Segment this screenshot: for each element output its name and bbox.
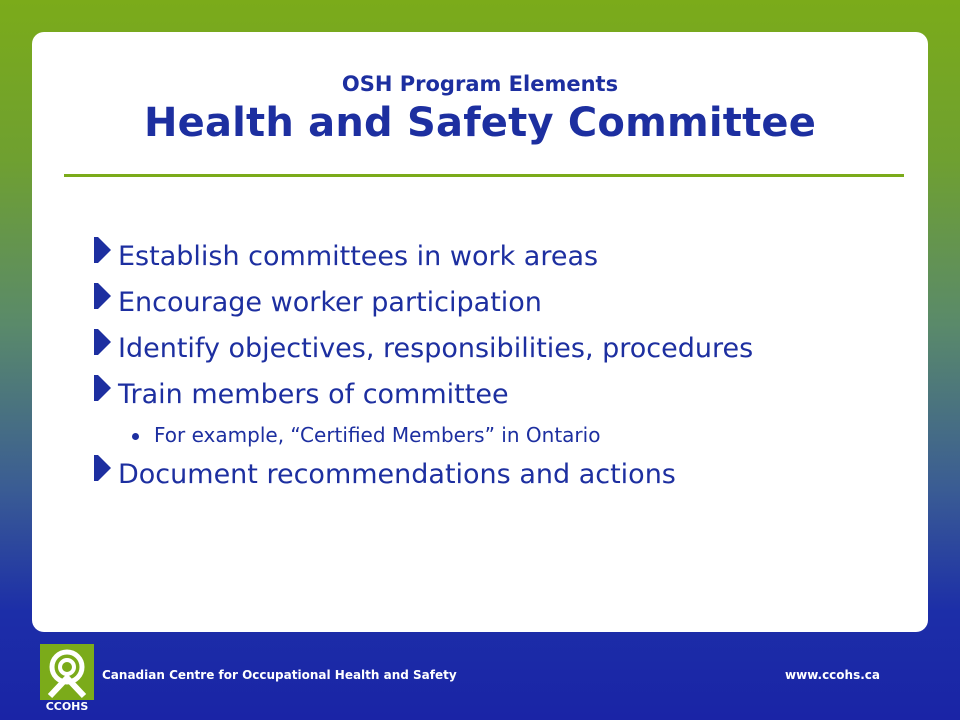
triangle-arrow-icon	[98, 283, 111, 309]
slide-subtitle: OSH Program Elements	[341, 72, 619, 96]
triangle-arrow-icon	[98, 237, 111, 263]
slide-title: Health and Safety Committee	[143, 100, 817, 146]
bullet-item	[92, 326, 912, 372]
bullet-text: Identify objectives, responsibilities, procedures	[118, 333, 754, 364]
footer-organization: Canadian Centre for Occupational Health and Safety	[102, 668, 457, 682]
triangle-arrow-icon	[98, 329, 111, 355]
bullet-text: Document recommendations and actions	[118, 459, 676, 490]
bullet-item	[92, 372, 912, 418]
bullet-list	[92, 234, 912, 498]
triangle-arrow-icon	[98, 375, 111, 401]
bullet-item	[92, 280, 912, 326]
footer-url[interactable]: www.ccohs.ca	[785, 668, 880, 682]
ccohs-logo-icon	[40, 644, 94, 700]
sub-bullet-item	[92, 418, 912, 452]
sub-bullet-text: For example, “Certified Members” in Ontario	[154, 423, 601, 447]
dot-bullet-icon	[132, 433, 139, 440]
bullet-text: Encourage worker participation	[118, 287, 542, 318]
bullet-item	[92, 452, 912, 498]
bullet-text: Train members of committee	[118, 379, 509, 410]
bullet-text: Establish committees in work areas	[118, 241, 599, 272]
title-divider	[64, 174, 904, 177]
logo-text: CCOHS	[45, 700, 89, 713]
bullet-item	[92, 234, 912, 280]
triangle-arrow-icon	[98, 455, 111, 481]
